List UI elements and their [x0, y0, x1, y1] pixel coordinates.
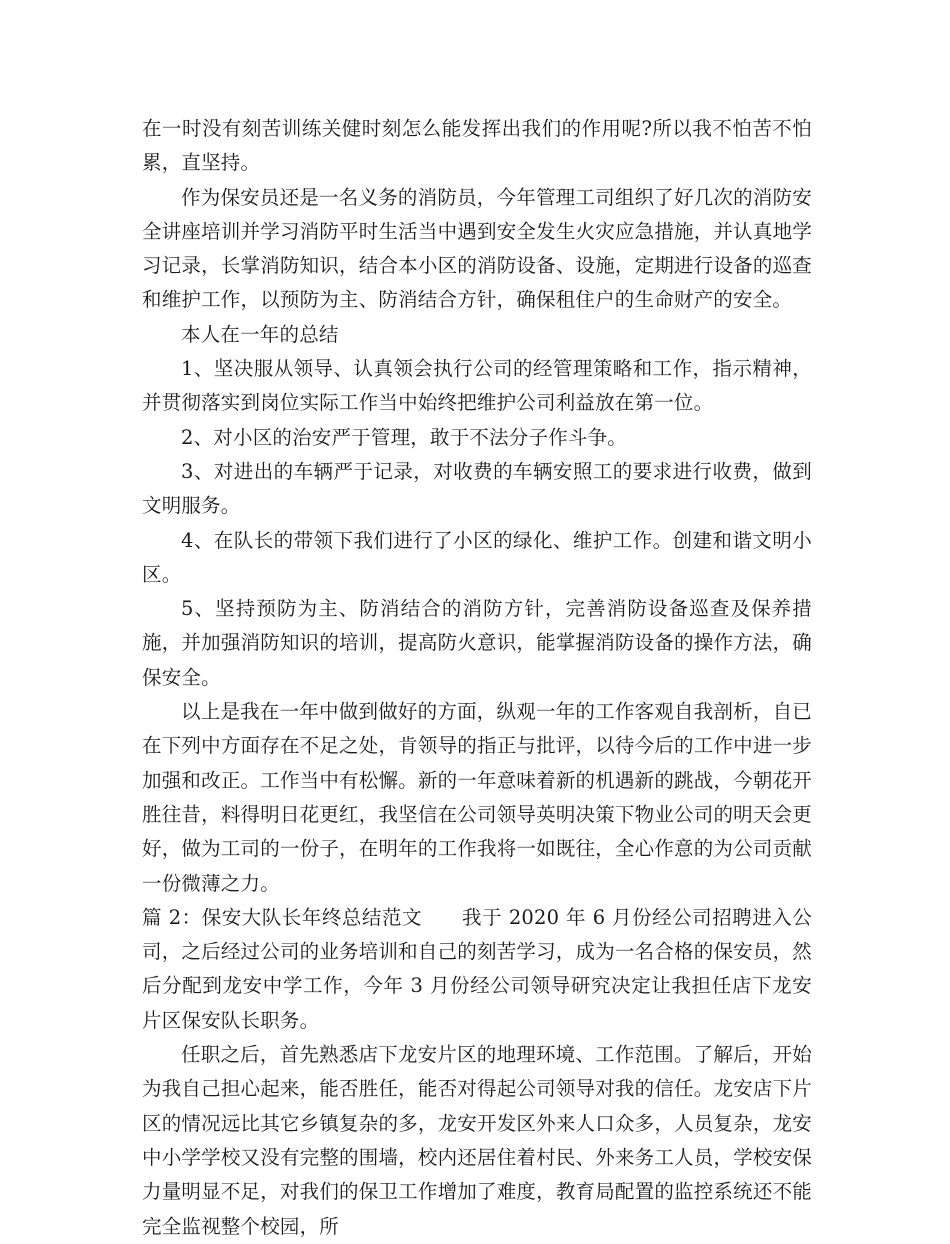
paragraph-continuation: 在一时没有刻苦训练关健时刻怎么能发挥出我们的作用呢?所以我不怕苦不怕累，直坚持。: [142, 117, 812, 175]
list-item-3: 3、对进出的车辆严于记录，对收费的车辆安照工的要求进行收费，做到文明服务。: [142, 459, 812, 518]
section-heading-summary: 本人在一年的总结: [181, 322, 339, 346]
list-item-1: 1、坚决服从领导、认真领会执行公司的经管理策略和工作，指示精神，并贯彻落实到岗位实际工作当中始终把维护公司利益放在第一位。: [142, 357, 812, 415]
document-body: [142, 112, 812, 1244]
list-item-4: 4、在队长的带领下我们进行了小区的绿化、维护工作。创建和谐文明小区。: [142, 528, 812, 586]
paragraph-self-review: 以上是我在一年中做到做好的方面，纵观一年的工作客观自我剖析，自已在下列中方面存在不足之处，肯领导的指正与批评，以待今后的工作中进一步加强和改正。工作当中有松懈。新的一年意味着新的机遇新的跳战，今朝花开胜往昔，料得明日花更红，我坚信在公司领导英明决策下物业公司的明天会更好，做为工司的一份子，在明年的工作我将一如既往，全心作意的为公司贡献一份微薄之力。: [142, 700, 812, 895]
paragraph-appointment: 任职之后，首先熟悉店下龙安片区的地理环境、工作范围。了解后，开始为我自己担心起来，能否胜任，能否对得起公司领导对我的信任。龙安店下片区的情况远比其它乡镇复杂的多，龙安开发区外来人口众多，人员复杂，龙安中小学学校又没有完整的围墙，校内还居住着村民、外来务工人员，学校安保力量明显不足，对我们的保卫工作增加了难度，教育局配置的监控系统还不能完全监视整个校园，所: [142, 1043, 812, 1238]
list-item-2: 2、对小区的治安严于管理，敢于不法分子作斗争。: [181, 425, 628, 449]
list-item-5: 5、坚持预防为主、防消结合的消防方针，完善消防设备巡查及保养措施，并加强消防知识的培训，提高防火意识，能掌握消防设备的操作方法，确保安全。: [142, 597, 812, 689]
paragraph-article-2-intro: 篇 2：保安大队长年终总结范文 我于 2020 年 6 月份经公司招聘进入公司，之后经过公司的业务培训和自己的刻苦学习，成为一名合格的保安员，然后分配到龙安中学工作，今年 3 月份经公司领导研究决定让我担任店下龙安片区保安队长职务。: [142, 905, 812, 1032]
paragraph-fire-safety: 作为保安员还是一名义务的消防员，今年管理工司组织了好几次的消防安全讲座培训并学习消防平时生活当中遇到安全发生火灾应急措施，并认真地学习记录，长掌消防知识，结合本小区的消防设备、设施，定期进行设备的巡查和维护工作，以预防为主、防消结合方针，确保租住户的生命财产的安全。: [142, 185, 812, 312]
